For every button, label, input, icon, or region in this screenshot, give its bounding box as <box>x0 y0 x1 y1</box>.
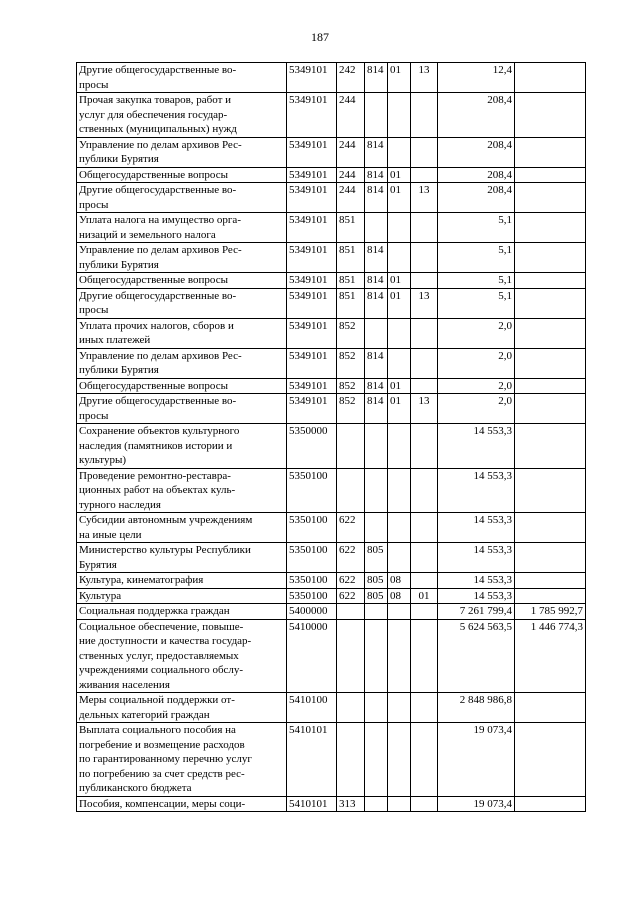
cell-expense-type: 244 <box>337 93 365 138</box>
cell-target-code: 5349101 <box>287 167 337 183</box>
cell-subsection <box>411 513 438 543</box>
cell-name <box>77 588 287 604</box>
table-row <box>77 213 586 243</box>
budget-table <box>76 62 586 812</box>
cell-amount-federal <box>515 167 586 183</box>
cell-section <box>388 543 411 573</box>
cell-amount: 5,1 <box>438 288 515 318</box>
cell-expense-type <box>337 693 365 723</box>
cell-department: 805 <box>365 588 388 604</box>
cell-target-code: 5349101 <box>287 394 337 424</box>
cell-expense-type: 242 <box>337 63 365 93</box>
cell-subsection <box>411 378 438 394</box>
cell-name-line: Пособия, компенсации, меры соци- <box>79 797 246 810</box>
table-row <box>77 167 586 183</box>
cell-target-code: 5349101 <box>287 348 337 378</box>
cell-target-code: 5349101 <box>287 273 337 289</box>
cell-expense-type: 852 <box>337 378 365 394</box>
cell-name-line: Уплата прочих налогов, сборов и <box>79 319 234 332</box>
cell-subsection <box>411 273 438 289</box>
cell-amount-federal <box>515 318 586 348</box>
cell-amount: 14 553,3 <box>438 468 515 513</box>
cell-name <box>77 619 287 693</box>
cell-name <box>77 693 287 723</box>
cell-section <box>388 348 411 378</box>
cell-department <box>365 318 388 348</box>
cell-target-code: 5349101 <box>287 137 337 167</box>
cell-department <box>365 468 388 513</box>
table-row <box>77 243 586 273</box>
cell-expense-type <box>337 619 365 693</box>
table-row <box>77 468 586 513</box>
cell-department: 814 <box>365 273 388 289</box>
cell-department <box>365 213 388 243</box>
cell-target-code: 5349101 <box>287 288 337 318</box>
cell-name <box>77 723 287 797</box>
cell-section: 08 <box>388 573 411 589</box>
cell-department: 814 <box>365 63 388 93</box>
cell-section <box>388 796 411 812</box>
cell-name-line: Другие общегосударственные во- <box>79 64 237 76</box>
cell-section <box>388 318 411 348</box>
cell-department <box>365 513 388 543</box>
cell-department: 814 <box>365 243 388 273</box>
cell-amount-federal <box>515 63 586 93</box>
cell-name-line: Другие общегосударственные во- <box>79 395 237 407</box>
cell-name <box>77 213 287 243</box>
cell-name <box>77 796 287 812</box>
cell-amount-federal <box>515 183 586 213</box>
cell-expense-type: 622 <box>337 573 365 589</box>
cell-name-line: просы <box>79 198 109 211</box>
table-row <box>77 318 586 348</box>
cell-expense-type: 851 <box>337 243 365 273</box>
cell-section <box>388 243 411 273</box>
cell-name <box>77 137 287 167</box>
table-row <box>77 93 586 138</box>
table-row <box>77 723 586 797</box>
cell-name-line: Другие общегосударственные во- <box>79 289 237 302</box>
cell-section <box>388 693 411 723</box>
cell-name-line: Субсидии автономным учреждениям <box>79 514 253 526</box>
cell-amount: 12,4 <box>438 63 515 93</box>
cell-section: 01 <box>388 167 411 183</box>
cell-department: 814 <box>365 167 388 183</box>
cell-amount: 19 073,4 <box>438 796 515 812</box>
cell-target-code: 5350100 <box>287 543 337 573</box>
cell-expense-type: 622 <box>337 543 365 573</box>
cell-department: 814 <box>365 137 388 167</box>
cell-amount-federal <box>515 693 586 723</box>
cell-name <box>77 604 287 620</box>
cell-amount-federal <box>515 723 586 797</box>
cell-amount-federal <box>515 137 586 167</box>
cell-name-line: погребение и возмещение расходов <box>79 738 245 751</box>
cell-section: 01 <box>388 273 411 289</box>
cell-subsection <box>411 348 438 378</box>
cell-amount: 14 553,3 <box>438 573 515 589</box>
cell-target-code: 5350100 <box>287 573 337 589</box>
cell-amount-federal: 1 785 992,7 <box>515 604 586 620</box>
cell-target-code: 5410100 <box>287 693 337 723</box>
cell-name-line: Сохранение объектов культурного <box>79 425 240 437</box>
cell-section <box>388 424 411 469</box>
cell-amount-federal <box>515 573 586 589</box>
cell-target-code: 5349101 <box>287 318 337 348</box>
cell-amount: 5,1 <box>438 243 515 273</box>
cell-amount-federal <box>515 796 586 812</box>
cell-target-code: 5400000 <box>287 604 337 620</box>
cell-department: 814 <box>365 183 388 213</box>
cell-expense-type <box>337 424 365 469</box>
cell-department <box>365 796 388 812</box>
cell-name-line: ционных работ на объектах куль- <box>79 484 236 496</box>
cell-name <box>77 348 287 378</box>
cell-name <box>77 513 287 543</box>
cell-amount: 2,0 <box>438 348 515 378</box>
cell-target-code: 5410101 <box>287 796 337 812</box>
cell-name-line: Управление по делам архивов Рес- <box>79 244 242 256</box>
cell-section <box>388 468 411 513</box>
cell-amount: 2,0 <box>438 378 515 394</box>
cell-section: 01 <box>388 63 411 93</box>
table-row <box>77 273 586 289</box>
cell-section <box>388 619 411 693</box>
cell-name-line: Уплата налога на имущество орга- <box>79 214 241 226</box>
cell-expense-type <box>337 604 365 620</box>
cell-section <box>388 213 411 243</box>
cell-name <box>77 394 287 424</box>
cell-subsection <box>411 318 438 348</box>
cell-amount: 208,4 <box>438 167 515 183</box>
cell-name <box>77 93 287 138</box>
cell-section <box>388 93 411 138</box>
cell-name <box>77 543 287 573</box>
cell-name-line: Общегосударственные вопросы <box>79 274 228 286</box>
cell-amount: 5,1 <box>438 273 515 289</box>
cell-name-line: просы <box>79 409 109 422</box>
cell-name-line: Управление по делам архивов Рес- <box>79 349 242 362</box>
cell-department: 814 <box>365 288 388 318</box>
cell-expense-type: 851 <box>337 288 365 318</box>
cell-name-line: просы <box>79 78 109 91</box>
table-row <box>77 63 586 93</box>
cell-expense-type: 852 <box>337 318 365 348</box>
cell-name-line: услуг для обеспечения государ- <box>79 108 228 121</box>
cell-amount: 7 261 799,4 <box>438 604 515 620</box>
cell-section: 08 <box>388 588 411 604</box>
cell-subsection: 13 <box>411 288 438 318</box>
page-number: 187 <box>311 30 329 44</box>
cell-subsection: 13 <box>411 63 438 93</box>
table-row <box>77 513 586 543</box>
table-row <box>77 288 586 318</box>
cell-subsection <box>411 243 438 273</box>
cell-amount: 14 553,3 <box>438 513 515 543</box>
table-row <box>77 693 586 723</box>
cell-amount: 208,4 <box>438 93 515 138</box>
cell-target-code: 5350100 <box>287 588 337 604</box>
cell-name <box>77 243 287 273</box>
cell-amount: 19 073,4 <box>438 723 515 797</box>
cell-name-line: ственных услуг, предоставляемых <box>79 649 239 662</box>
cell-name-line: по гарантированному перечню услуг <box>79 753 252 765</box>
table-row <box>77 183 586 213</box>
cell-subsection <box>411 693 438 723</box>
cell-section: 01 <box>388 183 411 213</box>
cell-amount: 14 553,3 <box>438 543 515 573</box>
cell-amount-federal <box>515 243 586 273</box>
cell-amount-federal <box>515 543 586 573</box>
table-row <box>77 348 586 378</box>
cell-amount: 2 848 986,8 <box>438 693 515 723</box>
cell-name-line: Культура, кинематография <box>79 574 204 586</box>
cell-amount-federal: 1 446 774,3 <box>515 619 586 693</box>
cell-name-line: на иные цели <box>79 528 142 541</box>
cell-department <box>365 424 388 469</box>
cell-amount: 2,0 <box>438 394 515 424</box>
cell-target-code: 5350100 <box>287 513 337 543</box>
cell-name-line: Социальная поддержка граждан <box>79 605 230 617</box>
cell-name-line: Министерство культуры Республики <box>79 544 251 556</box>
cell-name-line: Бурятия <box>79 558 117 571</box>
cell-name-line: просы <box>79 304 109 316</box>
cell-department: 805 <box>365 573 388 589</box>
cell-name-line: Управление по делам архивов Рес- <box>79 138 242 151</box>
cell-name-line: ние доступности и качества государ- <box>79 635 252 647</box>
table-row <box>77 588 586 604</box>
cell-name-line: Выплата социального пособия на <box>79 724 236 736</box>
cell-amount: 14 553,3 <box>438 424 515 469</box>
cell-expense-type: 852 <box>337 348 365 378</box>
cell-expense-type: 244 <box>337 137 365 167</box>
cell-department <box>365 723 388 797</box>
cell-amount-federal <box>515 273 586 289</box>
cell-target-code: 5410101 <box>287 723 337 797</box>
table-row <box>77 424 586 469</box>
cell-name-line: Культура <box>79 589 122 602</box>
cell-section <box>388 137 411 167</box>
cell-subsection <box>411 543 438 573</box>
cell-name-line: Общегосударственные вопросы <box>79 168 228 181</box>
cell-amount: 5,1 <box>438 213 515 243</box>
cell-amount: 208,4 <box>438 137 515 167</box>
cell-expense-type: 851 <box>337 213 365 243</box>
cell-name <box>77 378 287 394</box>
cell-name-line: наследия (памятников истории и <box>79 439 233 452</box>
cell-amount-federal <box>515 378 586 394</box>
cell-subsection <box>411 137 438 167</box>
cell-name <box>77 167 287 183</box>
cell-subsection: 13 <box>411 183 438 213</box>
cell-amount: 2,0 <box>438 318 515 348</box>
cell-department: 814 <box>365 378 388 394</box>
cell-name-line: публики Бурятия <box>79 153 159 165</box>
cell-target-code: 5350000 <box>287 424 337 469</box>
cell-section: 01 <box>388 288 411 318</box>
cell-name-line: Другие общегосударственные во- <box>79 184 237 196</box>
cell-department <box>365 93 388 138</box>
budget-table-body <box>77 63 586 812</box>
cell-name-line: турного наследия <box>79 498 161 511</box>
cell-subsection: 01 <box>411 588 438 604</box>
cell-amount: 208,4 <box>438 183 515 213</box>
table-row <box>77 796 586 812</box>
cell-expense-type <box>337 468 365 513</box>
table-row <box>77 573 586 589</box>
cell-name-line: по погребению за счет средств рес- <box>79 767 245 780</box>
cell-target-code: 5350100 <box>287 468 337 513</box>
cell-subsection <box>411 619 438 693</box>
cell-target-code: 5349101 <box>287 183 337 213</box>
cell-amount-federal <box>515 213 586 243</box>
cell-name-line: учреждениями социального обслу- <box>79 664 244 676</box>
cell-subsection <box>411 468 438 513</box>
cell-section <box>388 513 411 543</box>
cell-section <box>388 723 411 797</box>
cell-name <box>77 573 287 589</box>
cell-amount-federal <box>515 288 586 318</box>
cell-name-line: иных платежей <box>79 334 151 346</box>
table-row <box>77 619 586 693</box>
cell-department: 814 <box>365 348 388 378</box>
cell-amount: 5 624 563,5 <box>438 619 515 693</box>
cell-subsection <box>411 213 438 243</box>
cell-subsection <box>411 604 438 620</box>
cell-expense-type: 244 <box>337 167 365 183</box>
cell-name-line: Прочая закупка товаров, работ и <box>79 94 232 106</box>
cell-name-line: ственных (муниципальных) нужд <box>79 123 237 135</box>
cell-department <box>365 619 388 693</box>
cell-target-code: 5410000 <box>287 619 337 693</box>
cell-expense-type: 852 <box>337 394 365 424</box>
cell-name <box>77 288 287 318</box>
cell-target-code: 5349101 <box>287 63 337 93</box>
table-row <box>77 394 586 424</box>
cell-department: 814 <box>365 394 388 424</box>
cell-name-line: низаций и земельного налога <box>79 228 216 241</box>
cell-target-code: 5349101 <box>287 213 337 243</box>
cell-name <box>77 63 287 93</box>
cell-name <box>77 183 287 213</box>
table-row <box>77 543 586 573</box>
cell-name-line: дельных категорий граждан <box>79 708 210 721</box>
cell-expense-type: 622 <box>337 513 365 543</box>
cell-subsection <box>411 93 438 138</box>
cell-name-line: Общегосударственные вопросы <box>79 379 228 392</box>
table-row <box>77 378 586 394</box>
cell-name-line: Социальное обеспечение, повыше- <box>79 620 244 633</box>
cell-name-line: Проведение ремонтно-реставра- <box>79 469 231 482</box>
cell-name-line: живания населения <box>79 678 170 691</box>
cell-target-code: 5349101 <box>287 93 337 138</box>
cell-expense-type: 851 <box>337 273 365 289</box>
cell-expense-type: 622 <box>337 588 365 604</box>
cell-subsection <box>411 573 438 589</box>
cell-subsection <box>411 167 438 183</box>
cell-name <box>77 273 287 289</box>
cell-expense-type <box>337 723 365 797</box>
cell-subsection: 13 <box>411 394 438 424</box>
cell-name-line: Меры социальной поддержки от- <box>79 694 235 706</box>
cell-department: 805 <box>365 543 388 573</box>
cell-section: 01 <box>388 394 411 424</box>
cell-amount-federal <box>515 93 586 138</box>
cell-name <box>77 424 287 469</box>
cell-amount: 14 553,3 <box>438 588 515 604</box>
cell-amount-federal <box>515 424 586 469</box>
cell-subsection <box>411 796 438 812</box>
cell-amount-federal <box>515 588 586 604</box>
cell-department <box>365 604 388 620</box>
cell-subsection <box>411 424 438 469</box>
cell-amount-federal <box>515 348 586 378</box>
cell-name-line: публики Бурятия <box>79 364 159 376</box>
table-row <box>77 604 586 620</box>
cell-name-line: культуры) <box>79 454 127 466</box>
cell-section: 01 <box>388 378 411 394</box>
cell-amount-federal <box>515 394 586 424</box>
cell-name-line: публиканского бюджета <box>79 782 192 794</box>
cell-target-code: 5349101 <box>287 243 337 273</box>
cell-name <box>77 318 287 348</box>
cell-expense-type: 313 <box>337 796 365 812</box>
cell-amount-federal <box>515 513 586 543</box>
cell-amount-federal <box>515 468 586 513</box>
cell-subsection <box>411 723 438 797</box>
cell-name-line: публики Бурятия <box>79 258 159 271</box>
cell-section <box>388 604 411 620</box>
cell-target-code: 5349101 <box>287 378 337 394</box>
cell-department <box>365 693 388 723</box>
cell-name <box>77 468 287 513</box>
cell-expense-type: 244 <box>337 183 365 213</box>
table-row <box>77 137 586 167</box>
